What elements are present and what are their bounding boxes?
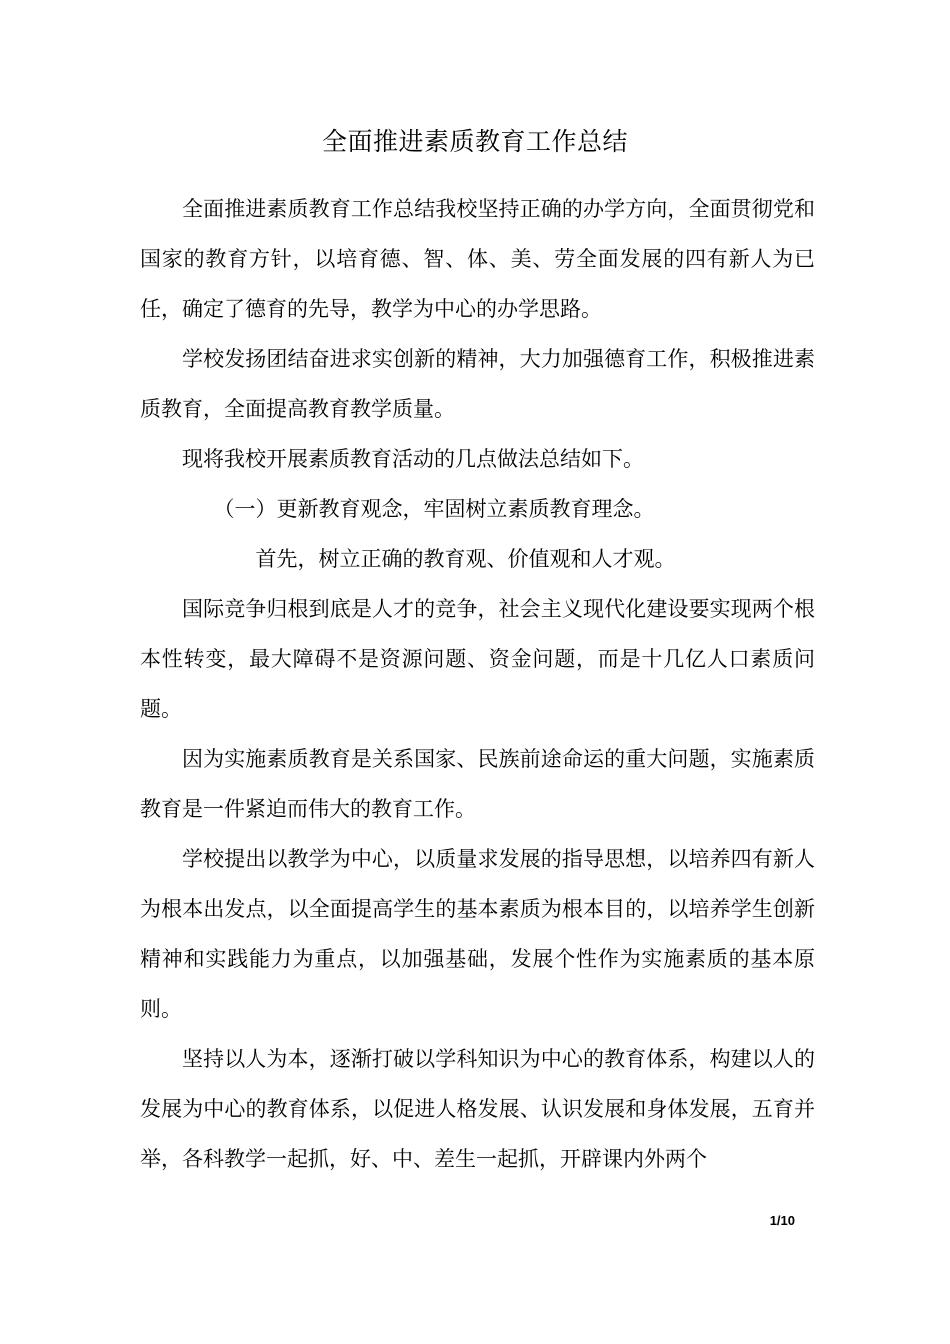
document-body (140, 184, 815, 1184)
page-number: 1/10 (769, 1213, 795, 1228)
subsection-heading-first: 首先，树立正确的教育观、价值观和人才观。 (255, 547, 676, 571)
paragraph-spirit: 学校发扬团结奋进求实创新的精神，大力加强德育工作，积极推进素质教育，全面提高教育教学质量。 (140, 347, 815, 421)
paragraph-guiding-idea: 学校提出以教学为中心，以质量求发展的指导思想，以培养四有新人为根本出发点，以全面提高学生的基本素质为根本目的，以培养学生创新精神和实践能力为重点，以加强基础，发展个性作为实施素质的基本原则。 (140, 847, 815, 1021)
paragraph-people-oriented: 坚持以人为本，逐渐打破以学科知识为中心的教育体系，构建以人的发展为中心的教育体系，以促进人格发展、认识发展和身体发展，五育并举，各科教学一起抓，好、中、差生一起抓，开辟课内外两个 (140, 1047, 815, 1171)
paragraph-intro: 全面推进素质教育工作总结我校坚持正确的办学方向，全面贯彻党和国家的教育方针，以培育德、智、体、美、劳全面发展的四有新人为已任，确定了德育的先导，教学为中心的办学思路。 (140, 197, 815, 321)
paragraph-competition: 国际竞争归根到底是人才的竞争，社会主义现代化建设要实现两个根本性转变，最大障碍不是资源问题、资金问题，而是十几亿人口素质问题。 (140, 597, 815, 721)
section-heading-1: （一）更新教育观念，牢固树立素质教育理念。 (213, 497, 655, 521)
paragraph-importance: 因为实施素质教育是关系国家、民族前途命运的重大问题，实施素质教育是一件紧迫而伟大的教育工作。 (140, 747, 815, 821)
document-title: 全面推进素质教育工作总结 (321, 126, 628, 156)
paragraph-summary-lead: 现将我校开展素质教育活动的几点做法总结如下。 (182, 447, 644, 471)
